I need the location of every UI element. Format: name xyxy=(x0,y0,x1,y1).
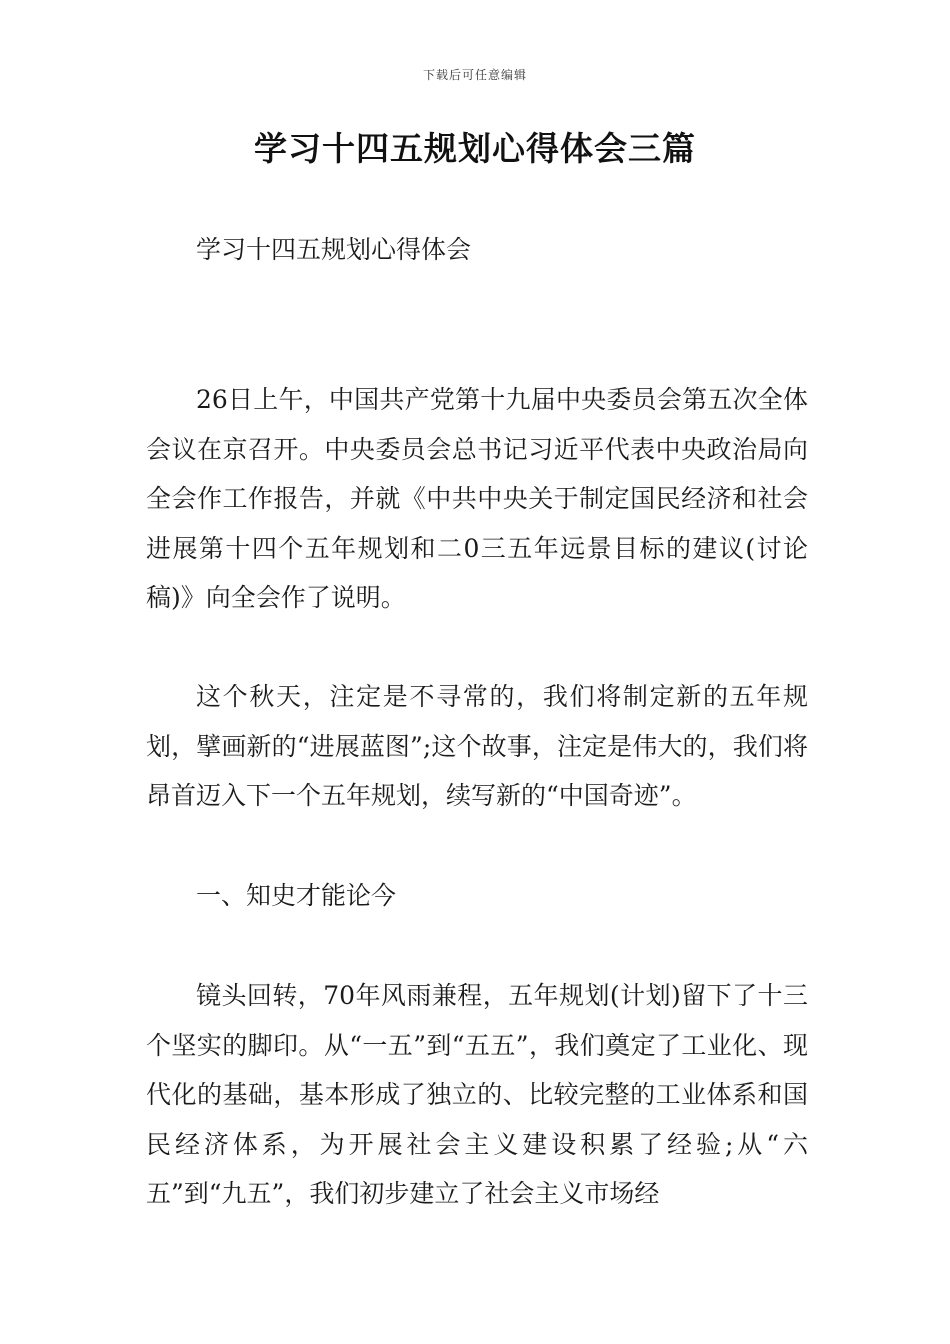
paragraph-1: 26日上午，中国共产党第十九届中央委员会第五次全体会议在京召开。中央委员会总书记习近平代表中央政治局向全会作工作报告，并就《中共中央关于制定国民经济和社会进展第十四个五年规划和二0三五年远景目标的建议(讨论稿)》向全会作了说明。 xyxy=(146,385,808,612)
document-title: 学习十四五规划心得体会三篇 xyxy=(254,129,696,168)
section-heading-1: 一、知史才能论今 xyxy=(196,881,397,910)
header-note: 下载后可任意编辑 xyxy=(422,68,527,82)
paragraph-2: 这个秋天，注定是不寻常的，我们将制定新的五年规划，擘画新的“进展蓝图”;这个故事，注定是伟大的，我们将昂首迈入下一个五年规划，续写新的“中国奇迹”。 xyxy=(146,682,808,810)
document-subtitle: 学习十四五规划心得体会 xyxy=(196,235,472,264)
paragraph-3: 镜头回转，70年风雨兼程，五年规划(计划)留下了十三个坚实的脚印。从“一五”到“五五”，我们奠定了工业化、现代化的基础，基本形成了独立的、比较完整的工业体系和国民经济体系，为开展社会主义建设积累了经验;从“六五”到“九五”，我们初步建立了社会主义市场经 xyxy=(146,981,808,1208)
